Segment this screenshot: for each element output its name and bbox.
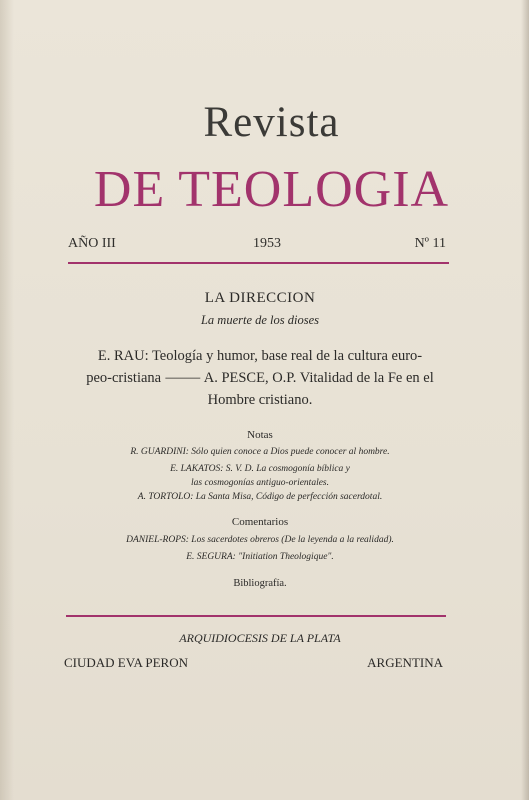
article-line: peo-cristiana ⸻ A. PESCE, O.P. Vitalidad de la Fe en el <box>86 370 434 386</box>
issue-year: AÑO III <box>68 236 116 251</box>
title-revista: Revista <box>203 99 340 146</box>
publisher-name: ARQUIDIOCESIS DE LA PLATA <box>179 631 341 645</box>
nota-item: R. GUARDINI: Sólo quien conoce a Dios puede conocer al hombre. <box>130 447 390 457</box>
article-line: Hombre cristiano. <box>207 392 313 408</box>
article-line: E. RAU: Teología y humor, base real de la cultura euro- <box>97 348 423 364</box>
top-divider <box>68 262 449 264</box>
direction-heading: LA DIRECCION <box>204 290 316 306</box>
comentario-item: DANIEL-ROPS: Los sacerdotes obreros (De la leyenda a la realidad). <box>126 535 394 545</box>
main-articles <box>60 345 460 411</box>
issue-number: Nº 11 <box>414 236 446 251</box>
nota-item: E. LAKATOS: S. V. D. La cosmogonía bíblica y <box>170 464 350 474</box>
comentarios-heading: Comentarios <box>231 516 289 528</box>
title-de-teologia: DE TEOLOGIA <box>93 161 450 218</box>
bottom-divider <box>66 615 446 617</box>
nota-item: A. TORTOLO: La Santa Misa, Código de perfección sacerdotal. <box>137 492 383 502</box>
publisher-city: CIUDAD EVA PERON <box>64 655 188 670</box>
notas-heading: Notas <box>247 429 273 441</box>
comentario-item: E. SEGURA: "Initiation Theologique". <box>186 552 334 562</box>
publisher-country: ARGENTINA <box>367 655 443 670</box>
bibliografia-label: Bibliografía. <box>233 578 287 589</box>
direction-subtitle: La muerte de los dioses <box>200 313 320 327</box>
issue-date: 1953 <box>253 236 281 251</box>
nota-item: las cosmogonías antiguo-orientales. <box>190 478 329 488</box>
